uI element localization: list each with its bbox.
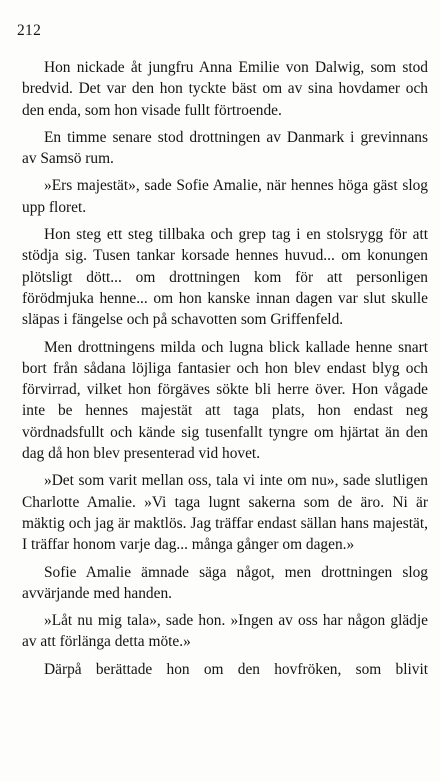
paragraph: Sofie Amalie ämnade säga något, men drottningen slog avvärjande med handen.	[22, 563, 428, 602]
paragraph: »Låt nu mig tala», sade hon. »Ingen av oss har någon glädje av att förlänga detta möte.»	[22, 612, 428, 651]
paragraph: Hon nickade åt jungfru Anna Emilie von Dalwig, som stod bredvid. Det var den hon tyckte bäst om av sina hovdamer och den enda, som hon visade fullt förtroende.	[22, 59, 428, 119]
paragraph: »Ers majestät», sade Sofie Amalie, när hennes höga gäst slog upp floret.	[22, 177, 428, 216]
body-text	[22, 57, 428, 686]
paragraph: En timme senare stod drottningen av Danmark i grevinnans av Samsö rum.	[22, 128, 428, 168]
paragraph: Hon steg ett steg tillbaka och grep tag i en stolsrygg för att stödja sig. Tusen tankar korsade hennes huvud... om konungen plötsligt dött... om drottningen kom för att personligen förödmjuka henne... om hon kanske innan dagen var slut skulle släpas i fängelse och på schavotten som Griffenfeld.	[22, 226, 428, 329]
page-number: 212	[17, 22, 42, 39]
paragraph: Därpå berättade hon om den hovfröken, som blivit	[44, 660, 428, 678]
paragraph: Men drottningens milda och lugna blick kallade henne snart bort från sådana löjliga fantasier och hon blev endast blyg och förvirrad, vilket hon förgäves sökte bli herre över. Hon vågade inte be hennes majestät att taga plats, hon endast neg vördnadsfullt och kände sig tusenfallt tyngre om hjärtat än den dag då hon blev presenterad vid hovet.	[22, 338, 428, 463]
paragraph: »Det som varit mellan oss, tala vi inte om nu», sade slutligen Charlotte Amalie. »Vi taga lugnt sakerna som de äro. Ni är mäktig och jag är maktlös. Jag träffar endast sällan hans majestät, I träffar honom varje dag... många gånger om dagen.»	[22, 472, 428, 554]
